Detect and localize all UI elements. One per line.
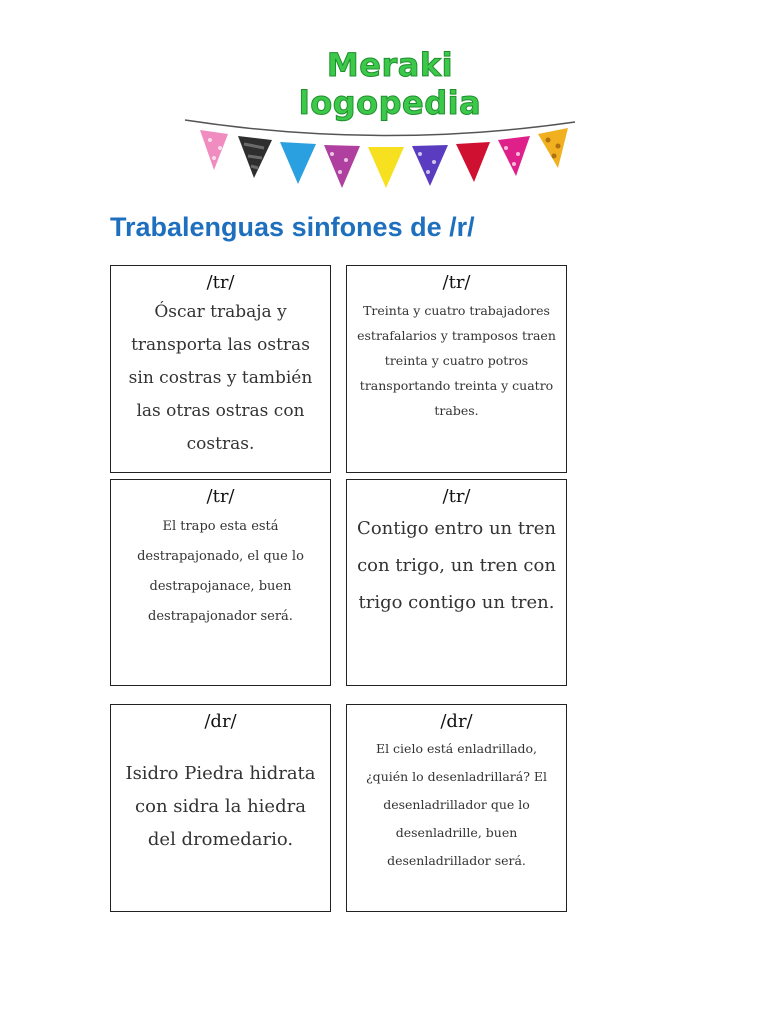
page-title: Trabalenguas sinfones de /r/ <box>110 212 475 242</box>
sound-label: /tr/ <box>206 272 235 293</box>
tongue-twister-text: El trapo esta está destrapajonado, el que lo destrapojanace, buen destrapajonador será. <box>137 519 304 624</box>
tongue-twister-card-4 <box>346 479 567 686</box>
logo <box>180 40 580 150</box>
tongue-twister-card-2 <box>346 265 567 473</box>
sound-label: /tr/ <box>442 272 471 293</box>
logo-text: Meraki logopedia <box>298 46 482 122</box>
tongue-twister-card-3 <box>110 479 331 686</box>
tongue-twister-card-5 <box>110 704 331 912</box>
sound-label: /tr/ <box>206 486 235 507</box>
sound-label: /dr/ <box>440 711 473 732</box>
bunting-garland-icon <box>180 100 580 190</box>
tongue-twister-text: El cielo está enladrillado, ¿quién lo desenladrillará? El desenladrillador que lo desenladrille, buen desenladrillador será. <box>365 741 548 868</box>
tongue-twister-text: Treinta y cuatro trabajadores estrafalarios y tramposos traen treinta y cuatro potros transportando treinta y cuatro trabes. <box>357 303 556 418</box>
tongue-twister-text: Contigo entro un tren con trigo, un tren con trigo contigo un tren. <box>357 518 556 613</box>
sound-label: /tr/ <box>442 486 471 507</box>
tongue-twister-card-1 <box>110 265 331 473</box>
sound-label: /dr/ <box>204 711 237 732</box>
tongue-twister-text: Isidro Piedra hidrata con sidra la hiedra del dromedario. <box>125 763 316 850</box>
tongue-twister-text: Óscar trabaja y transporta las ostras sin costras y también las otras ostras con costras. <box>128 302 313 454</box>
tongue-twister-card-6 <box>346 704 567 912</box>
